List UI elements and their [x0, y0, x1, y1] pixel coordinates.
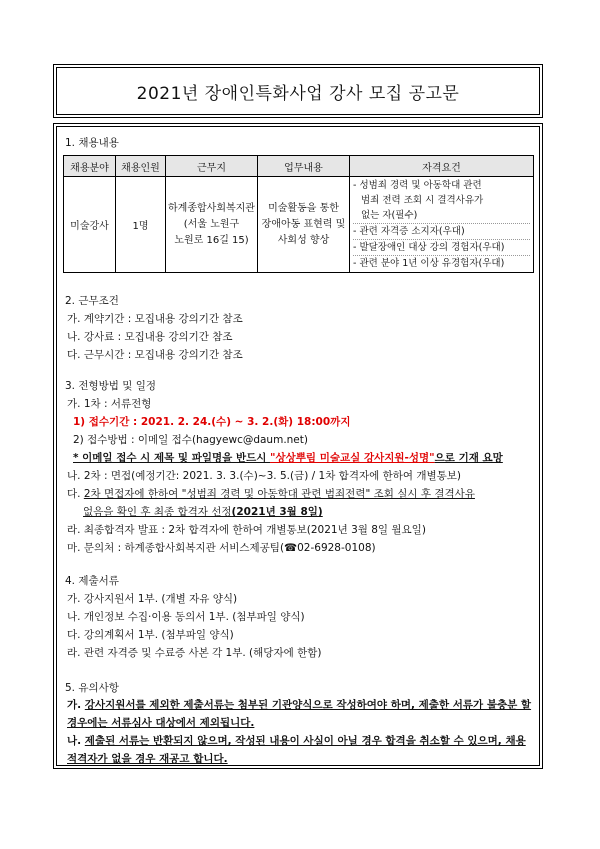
item-label: 가.: [67, 699, 85, 711]
application-method: 2) 접수방법 : 이메일 접수(hagyewc@daum.net): [73, 434, 308, 446]
document-item: 다. 강의계획서 1부. (첨부파일 양식): [67, 629, 234, 641]
cell-field: 미술강사: [64, 177, 116, 273]
final-date: (2021년 3월 8일): [231, 506, 323, 518]
section-2-heading: 2. 근무조건: [65, 295, 119, 307]
qual-text: 없는 자(필수): [361, 210, 418, 221]
item-label: 다.: [67, 488, 84, 500]
document-item: 가. 강사지원서 1부. (개별 자유 양식): [67, 593, 238, 605]
email-notice: [73, 450, 503, 465]
header-place: 근무지: [166, 156, 258, 177]
background-check-text: 없음을 확인 후 최종 합격자 선정: [83, 506, 232, 518]
email-notice-text: * 이메일 접수 시 제목 및 파일명을 반드시: [73, 452, 271, 464]
cell-duty: [258, 177, 350, 273]
cell-qualification: [350, 177, 534, 273]
notice-item-1: [67, 696, 535, 732]
working-hours: 다. 근무시간 : 모집내용 강의기간 참조: [67, 349, 243, 361]
place-line: 하계종합사회복지관: [168, 202, 255, 214]
header-duty: 업무내용: [258, 156, 350, 177]
background-check: [67, 486, 475, 501]
section-5-heading: 5. 유의사항: [65, 682, 119, 694]
contract-period: 가. 계약기간 : 모집내용 강의기간 참조: [67, 313, 243, 325]
section-3-heading: 3. 전형방법 및 일정: [65, 380, 157, 392]
page-title: 2021년 장애인특화사업 강사 모집 공고문: [136, 83, 460, 104]
duty-line: 사회성 향상: [277, 234, 330, 246]
qualification-item: - 관련 자격증 소지자(우대): [353, 224, 530, 240]
table-header-row: [64, 156, 534, 177]
background-check-text: 2차 면접자에 한하여 "성범죄 경력 및 아동학대 관련 범죄전력" 조회 실시 후 결격사유: [83, 488, 475, 500]
document-item: 나. 개인정보 수집·이용 동의서 1부. (첨부파일 양식): [67, 611, 305, 623]
qualification-item: [353, 178, 530, 224]
first-stage: 가. 1차 : 서류전형: [67, 398, 152, 410]
notice-body: [56, 126, 540, 766]
background-check-cont: [83, 504, 323, 519]
contact: 마. 문의처 : 하계종합사회복지관 서비스제공팀(☎02-6928-0108): [67, 542, 376, 554]
notice-text: 강사지원서를 제외한 제출서류는 첨부된 기관양식으로 작성하여야 하며, 제출한 서류가 불충분 할 경우에는 서류심사 대상에서 제외됩니다.: [67, 699, 532, 729]
qual-text: 범죄 전력 조회 시 결격사유가: [361, 195, 484, 206]
document-item: 라. 관련 자격증 및 수료증 사본 각 1부. (해당자에 한함): [67, 647, 322, 659]
cell-place: [166, 177, 258, 273]
notice-text: 제출된 서류는 반환되지 않으며, 작성된 내용이 사실이 아닐 경우 합격을 취소할 수 있으며, 채용적격자가 없을 경우 재공고 합니다.: [67, 735, 526, 765]
duty-line: 미술활동을 통한: [268, 202, 339, 214]
second-stage: 나. 2차 : 면접(예정기간: 2021. 3. 3.(수)~3. 5.(금) / 1차 합격자에 한하여 개별통보): [67, 470, 462, 482]
header-field: 채용분야: [64, 156, 116, 177]
qualification-item: - 발달장애인 대상 강의 경험자(우대): [353, 240, 530, 256]
header-qualification: 자격요건: [350, 156, 534, 177]
email-notice-text: 으로 기재 요망: [434, 452, 503, 464]
duty-line: 장애아동 표현력 및: [261, 218, 346, 230]
section-1-heading: 1. 채용내용: [65, 137, 119, 149]
lecture-fee: 나. 강사료 : 모집내용 강의기간 참조: [67, 331, 233, 343]
application-period: 1) 접수기간 : 2021. 2. 24.(수) ~ 3. 2.(화) 18:00까지: [73, 416, 351, 428]
item-label: 나.: [67, 735, 85, 747]
final-announcement: 라. 최종합격자 발표 : 2차 합격자에 한하여 개별통보(2021년 3월 8일 월요일): [67, 524, 426, 536]
title-box: [56, 67, 540, 115]
qual-text: - 성범죄 경력 및 아동학대 관련: [353, 180, 482, 191]
header-count: 채용인원: [116, 156, 166, 177]
place-line: (서울 노원구: [183, 218, 240, 230]
qualification-item: - 관련 분야 1년 이상 유경험자(우대): [353, 258, 505, 269]
notice-item-2: [67, 732, 535, 768]
email-subject-format: "상상뿌림 미술교실 강사지원-성명": [270, 452, 435, 464]
section-4-heading: 4. 제출서류: [65, 575, 119, 587]
table-row: [64, 177, 534, 273]
place-line: 노원로 16길 15): [174, 234, 249, 246]
cell-count: 1명: [116, 177, 166, 273]
recruitment-table: [63, 155, 534, 273]
